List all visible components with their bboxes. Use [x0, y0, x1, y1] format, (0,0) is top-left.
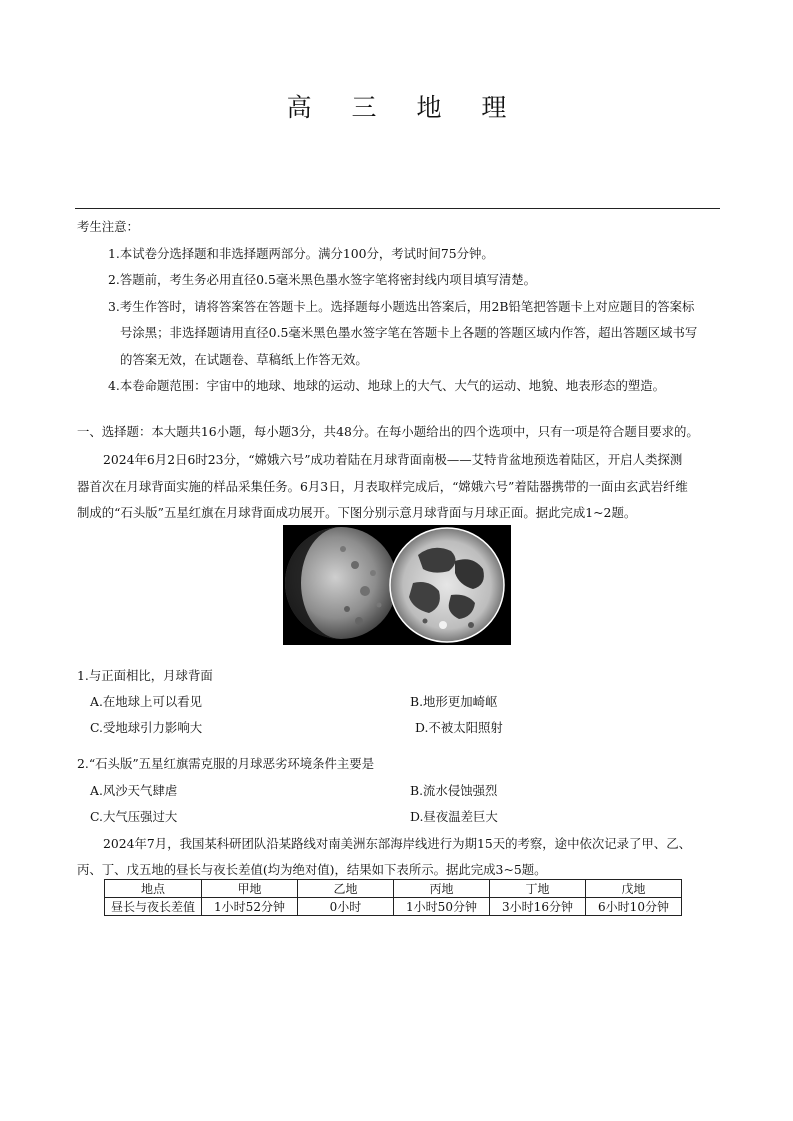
page-title: 高 三 地 理 [286, 93, 523, 122]
notice-item-4: 4.本卷命题范围：宇宙中的地球、地球的运动、地球上的大气、大气的运动、地貌、地表形态的塑造。 [108, 378, 666, 393]
moon-near-side [390, 528, 504, 642]
notice-item-3-cont-2: 的答案无效，在试题卷、草稿纸上作答无效。 [120, 352, 368, 367]
table-cell: 0小时 [298, 898, 394, 916]
moon-far-side [285, 527, 397, 639]
table-header-row [105, 880, 682, 898]
passage-1-line-2: 器首次在月球背面实施的样品采集任务。6月3日，月表取样完成后，“嫦娥六号”着陆器携带的一面由玄武岩纤维 [77, 479, 688, 494]
day-night-table [104, 879, 682, 916]
passage-1-line-3: 制成的“石头版”五星红旗在月球背面成功展开。下图分别示意月球背面与月球正面。据此完成1~2题。 [77, 505, 637, 520]
q2-option-d: D.昼夜温差巨大 [410, 809, 498, 824]
notice-item-1: 1.本试卷分选择题和非选择题两部分。满分100分，考试时间75分钟。 [108, 246, 494, 261]
q2-option-c: C.大气压强过大 [90, 809, 178, 824]
q1-option-d: D.不被太阳照射 [415, 720, 503, 735]
table-header-cell: 乙地 [298, 880, 394, 898]
passage-2-line-1: 2024年7月，我国某科研团队沿某路线对南美洲东部海岸线进行为期15天的考察，途中依次记录了甲、乙、 [103, 836, 691, 851]
notice-item-3: 3.考生作答时，请将答案答在答题卡上。选择题每小题选出答案后，用2B铅笔把答题卡上对应题目的答案标 [108, 299, 695, 314]
q2-option-b: B.流水侵蚀强烈 [410, 783, 498, 798]
table-cell: 1小时50分钟 [394, 898, 490, 916]
q1-option-b: B.地形更加崎岖 [410, 694, 498, 709]
table-header-cell: 地点 [105, 880, 202, 898]
notice-heading: 考生注意： [77, 219, 139, 234]
table-header-cell: 甲地 [202, 880, 298, 898]
q1-option-c: C.受地球引力影响大 [90, 720, 203, 735]
table-cell: 6小时10分钟 [586, 898, 682, 916]
table-cell: 昼长与夜长差值 [105, 898, 202, 916]
passage-2-line-2: 丙、丁、戊五地的昼长与夜长差值(均为绝对值)，结果如下表所示。据此完成3~5题。 [77, 862, 547, 877]
q2-option-a: A.风沙天气肆虐 [90, 783, 178, 798]
moon-image [283, 525, 511, 645]
q2-stem: 2.“石头版”五星红旗需克服的月球恶劣环境条件主要是 [77, 756, 375, 771]
notice-item-3-cont-1: 号涂黑；非选择题请用直径0.5毫米黑色墨水签字笔在答题卡上各题的答题区域内作答，超出答题区域书写 [120, 325, 698, 340]
table-header-cell: 丙地 [394, 880, 490, 898]
notice-item-2: 2.答题前，考生务必用直径0.5毫米黑色墨水签字笔将密封线内项目填写清楚。 [108, 272, 537, 287]
passage-1-line-1: 2024年6月2日6时23分，“嫦娥六号”成功着陆在月球背面南极——艾特肯盆地预选着陆区，开启人类探测 [103, 452, 683, 467]
q1-stem: 1.与正面相比，月球背面 [77, 668, 213, 683]
table-cell: 1小时52分钟 [202, 898, 298, 916]
table-header-cell: 丁地 [490, 880, 586, 898]
table-header-cell: 戊地 [586, 880, 682, 898]
table-row [105, 898, 682, 916]
moon-figure [283, 525, 511, 645]
table-cell: 3小时16分钟 [490, 898, 586, 916]
q1-option-a: A.在地球上可以看见 [90, 694, 203, 709]
header-divider [75, 208, 720, 209]
section-header: 一、选择题：本大题共16小题，每小题3分，共48分。在每小题给出的四个选项中，只有一项是符合题目要求的。 [77, 424, 699, 439]
